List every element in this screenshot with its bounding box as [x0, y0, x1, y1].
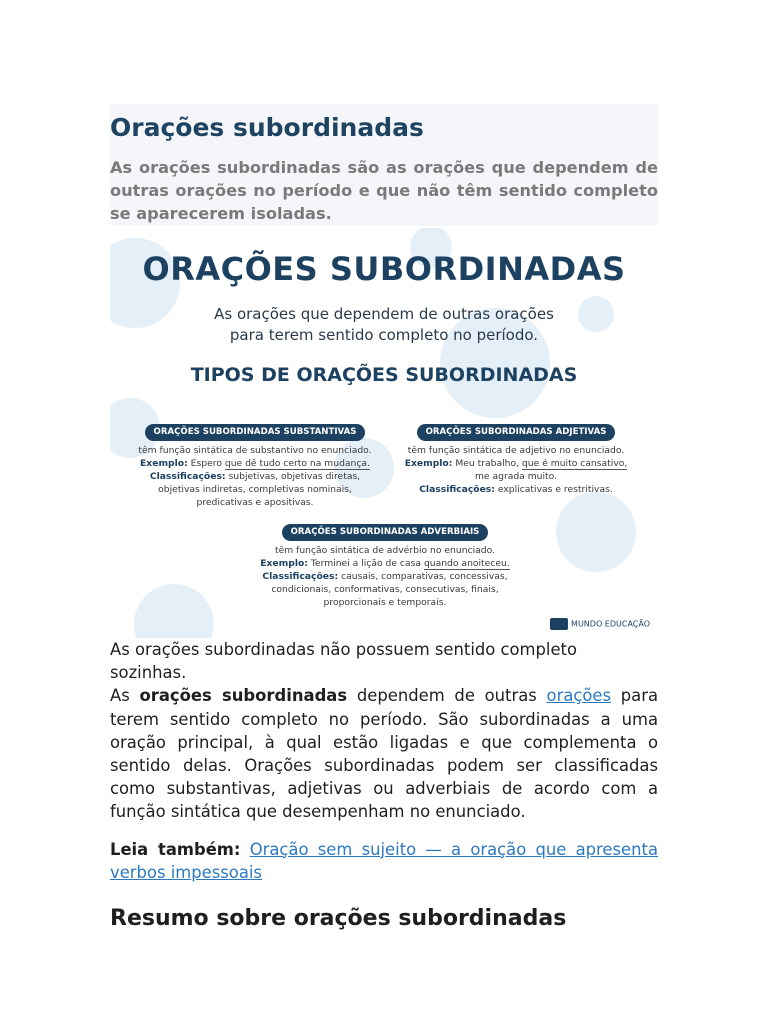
read-also-label: Leia também:	[110, 839, 241, 859]
lead-paragraph: As orações subordinadas são as orações que dependem de outras orações no período e que não têm sentido completo se aparecerem isoladas.	[110, 158, 658, 223]
logo-text: MUNDO EDUCAÇÃO	[571, 619, 650, 629]
card-classifications	[130, 470, 380, 483]
card-description: têm função sintática de advérbio no enunciado.	[275, 545, 495, 556]
page-title: Orações subordinadas	[110, 113, 424, 142]
body-paragraph-1: As orações subordinadas não possuem sentido completo sozinhas.	[110, 640, 578, 683]
infographic-subtitle	[110, 304, 658, 346]
paragraph-text: para terem sentido completo no período. São subordinadas a uma oração principal, à qual estão ligadas e que complementa o sentido delas. Orações subordinadas podem ser classificadas como substantivas, adjetivas ou adverbiais de acordo com a função sintática que desempenham no enunciado.	[110, 686, 658, 822]
classifications-text: predicativas e apositivas.	[196, 497, 314, 508]
classifications-text: explicativas e restritivas.	[497, 484, 613, 495]
example-text: Terminei a lição de casa	[310, 558, 422, 569]
pill-substantivas: ORAÇÕES SUBORDINADAS SUBSTANTIVAS	[145, 424, 366, 441]
example-label: Exemplo:	[404, 458, 453, 469]
card-adverbiais	[250, 524, 520, 609]
classifications-text: objetivas indiretas, completivas nominais,	[158, 484, 352, 495]
example-highlight: quando anoiteceu.	[423, 558, 510, 569]
card-example	[250, 557, 520, 570]
paragraph-text: As	[110, 686, 140, 706]
infographic-image	[110, 228, 658, 638]
example-text: Meu trabalho,	[455, 458, 520, 469]
card-example	[396, 457, 636, 470]
card-description: têm função sintática de adjetivo no enunciado.	[407, 445, 625, 456]
classifications-text: proporcionais e temporais.	[323, 597, 447, 608]
classifications-text: causais, comparativas, concessivas,	[341, 571, 508, 582]
link-oracoes[interactable]: orações	[546, 686, 612, 706]
paragraph-text: dependem de outras	[347, 686, 547, 706]
example-label: Exemplo:	[260, 558, 308, 569]
section-heading: Resumo sobre orações subordinadas	[110, 906, 567, 932]
example-highlight: que dê tudo certo na mudança.	[224, 458, 370, 469]
card-example	[130, 457, 380, 470]
pill-adverbiais: ORAÇÕES SUBORDINADAS ADVERBIAIS	[282, 524, 489, 541]
card-classifications	[250, 570, 520, 583]
card-description: têm função sintática de substantivo no enunciado.	[138, 445, 372, 456]
classifications-label: Classificações:	[262, 571, 339, 582]
brand-logo	[550, 618, 650, 630]
card-substantivas	[130, 424, 380, 509]
subtitle-line: As orações que dependem de outras orações	[214, 305, 554, 323]
card-adjetivas	[396, 424, 636, 496]
link-oracao-sem-sujeito[interactable]: Oração sem sujeito — a oração que apresenta verbos impessoais	[110, 839, 658, 882]
classifications-label: Classificações:	[149, 471, 226, 482]
decorative-bubble	[556, 492, 636, 572]
classifications-label: Classificações:	[419, 484, 495, 495]
subtitle-line: para terem sentido completo no período.	[229, 326, 539, 344]
example-text: me agrada muito.	[474, 471, 558, 482]
decorative-bubble	[134, 584, 214, 638]
bold-term: orações subordinadas	[139, 686, 348, 706]
read-also	[110, 838, 658, 884]
logo-icon	[550, 618, 568, 630]
example-text: Espero	[190, 458, 222, 469]
infographic-title: ORAÇÕES SUBORDINADAS	[142, 250, 626, 288]
types-title: TIPOS DE ORAÇÕES SUBORDINADAS	[190, 364, 578, 386]
classifications-text: subjetivas, objetivas diretas,	[228, 471, 361, 482]
example-label: Exemplo:	[140, 458, 188, 469]
body-paragraph-2	[110, 684, 658, 823]
article	[110, 104, 658, 934]
article-header	[110, 104, 658, 226]
card-classifications	[396, 483, 636, 496]
example-highlight: que é muito cansativo,	[521, 458, 628, 469]
classifications-text: condicionais, conformativas, consecutivas, finais,	[271, 584, 499, 595]
pill-adjetivas: ORAÇÕES SUBORDINADAS ADJETIVAS	[417, 424, 616, 441]
